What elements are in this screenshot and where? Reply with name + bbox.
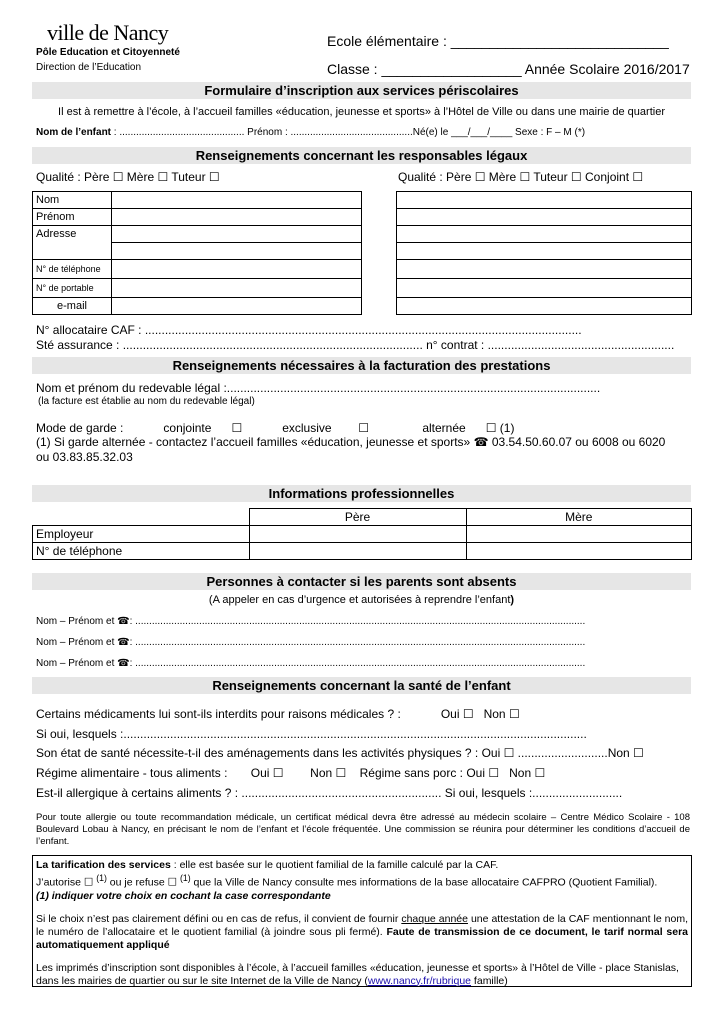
footnote-ref: (1) bbox=[179, 873, 191, 883]
pro-cell[interactable] bbox=[249, 543, 466, 560]
resp-label: Prénom bbox=[33, 209, 112, 226]
tarif-text: : elle est basée sur le quotient familial de la famille calculé par la CAF. bbox=[170, 859, 499, 871]
garde-options[interactable]: Mode de garde : conjointe ☐ exclusive ☐ alternée ☐ (1) bbox=[36, 421, 515, 435]
attestation-text-2: une attestation de la CAF mentionnant le nom, le numéro de l’allocataire et le quotient familial (à joindre sous pli fermé). bbox=[36, 912, 688, 938]
resp-cell[interactable] bbox=[112, 279, 362, 298]
resp-cell[interactable] bbox=[112, 209, 362, 226]
pole-label: Pôle Education et Citoyenneté bbox=[36, 47, 180, 58]
resp-label: Adresse bbox=[33, 226, 112, 243]
resp-label: N° de téléphone bbox=[33, 260, 112, 279]
attestation-warning: Faute de transmission de ce document, le tarif normal sera automatiquement appliqué bbox=[36, 925, 688, 951]
attestation-text: Si le choix n’est pas clairement défini ou en cas de refus, il convient de fournir bbox=[36, 912, 402, 925]
caf-field[interactable]: N° allocataire CAF : ................................................................................................................................... bbox=[36, 323, 582, 337]
pro-table bbox=[32, 508, 692, 560]
imprimes-text: Les imprimés d’inscription sont disponibles à l’école, à l’accueil familles «éducation, jeunesse et sports» à l’Hôtel de Ville - place Stanislas, dans les mairies de quartier ou sur le site Internet de la Ville de Nancy ( bbox=[36, 961, 679, 987]
contacts-note-close: ) bbox=[510, 594, 515, 606]
pro-cell[interactable] bbox=[249, 526, 466, 543]
resp-cell[interactable] bbox=[397, 192, 692, 209]
regime-question[interactable]: Régime alimentaire - tous aliments : Oui ☐ Non ☐ Régime sans porc : Oui ☐ Non ☐ bbox=[36, 766, 546, 780]
resp-cell[interactable] bbox=[112, 298, 362, 315]
tarif-line bbox=[36, 859, 688, 903]
contact-line[interactable]: Nom – Prénom et ☎: .................................................................................................................................................................. bbox=[36, 616, 586, 627]
redevable-field[interactable]: Nom et prénom du redevable légal :................................................................................................................ bbox=[36, 381, 601, 395]
logo: ville de Nancy bbox=[47, 20, 169, 45]
pro-header-mere: Mère bbox=[466, 509, 692, 526]
alternee-note: (1) Si garde alternée - contactez l’accueil familles «éducation, jeunesse et sports» ☎ 03.54.50.60.07 ou 6008 ou 6020 bbox=[36, 435, 666, 449]
tarif-title: La tarification des services bbox=[36, 859, 171, 871]
resp-cell[interactable] bbox=[112, 243, 362, 260]
contacts-note bbox=[32, 594, 691, 606]
cafpro-text: que la Ville de Nancy consulte mes informations de la base allocataire CAFPRO (Quotient Familial). bbox=[190, 876, 658, 889]
resp-cell[interactable] bbox=[112, 260, 362, 279]
pro-cell[interactable] bbox=[466, 543, 692, 560]
allergie-question[interactable]: Est-il allergique à certains aliments ? : ............................................................ Si oui, lesquels :........................... bbox=[36, 786, 623, 800]
resp-cell[interactable] bbox=[112, 226, 362, 243]
resp-cell[interactable] bbox=[112, 192, 362, 209]
contacts-note-text: (A appeler en cas d’urgence et autorisées à reprendre l’enfant bbox=[208, 594, 511, 606]
alternee-note-2: ou 03.83.85.32.03 bbox=[36, 450, 133, 464]
contact-line[interactable]: Nom – Prénom et ☎: .................................................................................................................................................................. bbox=[36, 637, 586, 648]
qualite-right[interactable]: Qualité : Père ☐ Mère ☐ Tuteur ☐ Conjoint ☐ bbox=[398, 170, 644, 184]
activites-question[interactable]: Son état de santé nécessite-t-il des aménagements dans les activités physiques ? : Oui ☐ ...........................Non ☐ bbox=[36, 746, 644, 760]
resp-cell[interactable] bbox=[397, 298, 692, 315]
attestation-underline: chaque année bbox=[401, 912, 468, 925]
pro-header-empty bbox=[33, 509, 250, 526]
resp-cell[interactable] bbox=[397, 243, 692, 260]
choice-note: (1) indiquer votre choix en cochant la case correspondante bbox=[36, 889, 331, 902]
resp-label: N° de portable bbox=[33, 279, 112, 298]
pro-row-label: N° de téléphone bbox=[33, 543, 250, 560]
enfant-label: Nom de l’enfant bbox=[36, 127, 112, 138]
imprimes-para bbox=[36, 962, 688, 988]
section-responsables: Renseignements concernant les responsables légaux bbox=[32, 147, 691, 164]
pro-header-pere: Père bbox=[249, 509, 466, 526]
assurance-field[interactable]: Sté assurance : .......................................................................................... n° contrat : ........................................................ bbox=[36, 338, 675, 352]
resp-cell[interactable] bbox=[397, 209, 692, 226]
resp-label: Nom bbox=[33, 192, 112, 209]
redevable-note: (la facture est établie au nom du redevable légal) bbox=[38, 396, 255, 407]
direction-label: Direction de l’Education bbox=[36, 62, 142, 73]
intro-text: Il est à remettre à l’école, à l’accueil familles «éducation, jeunesse et sports» à l’Hôtel de Ville ou dans une mairie de quartier bbox=[58, 106, 665, 118]
medicaments-question[interactable]: Certains médicaments lui sont-ils interdits pour raisons médicales ? : Oui ☐ Non ☐ bbox=[36, 707, 520, 721]
form-title: Formulaire d’inscription aux services périscolaires bbox=[32, 82, 691, 99]
enfant-line[interactable] bbox=[36, 127, 585, 138]
resp-label bbox=[33, 243, 112, 260]
resp-table-right bbox=[396, 191, 692, 315]
footnote-ref: (1) bbox=[96, 873, 107, 883]
qualite-left[interactable]: Qualité : Père ☐ Mère ☐ Tuteur ☐ bbox=[36, 170, 220, 184]
resp-table-left bbox=[32, 191, 362, 315]
section-facturation: Renseignements nécessaires à la facturation des prestations bbox=[32, 357, 691, 374]
resp-cell[interactable] bbox=[397, 260, 692, 279]
section-sante: Renseignements concernant la santé de l’enfant bbox=[32, 677, 691, 694]
imprimes-text-end: famille) bbox=[471, 974, 508, 987]
section-pro: Informations professionnelles bbox=[32, 485, 691, 502]
contact-line[interactable]: Nom – Prénom et ☎: .................................................................................................................................................................. bbox=[36, 658, 586, 669]
resp-label: e-mail bbox=[33, 298, 112, 315]
pro-cell[interactable] bbox=[466, 526, 692, 543]
medical-note: Pour toute allergie ou toute recommandation médicale, un certificat médical devra être adressé au médecin scolaire – Centre Médico Scolaire - 108 Boulevard Lobau à Nancy, en précisant le nom de l’enfant et l’école fréquentée. Une commission se réunira pour déterminer les conditions d’accueil de l’enfant. bbox=[36, 812, 690, 847]
resp-cell[interactable] bbox=[397, 226, 692, 243]
resp-cell[interactable] bbox=[397, 279, 692, 298]
enfant-fields[interactable]: : ............................................. Prénom : ............................................Né(e) le ___/___/____ Sexe : F – M (*) bbox=[111, 127, 586, 138]
tarification-box bbox=[32, 855, 692, 987]
medicaments-lesquels[interactable]: Si oui, lesquels :........................................................................................................................................... bbox=[36, 727, 587, 741]
attestation-para bbox=[36, 913, 688, 952]
autorise-option[interactable]: J’autorise ☐ bbox=[36, 876, 97, 889]
section-contacts: Personnes à contacter si les parents sont absents bbox=[32, 573, 691, 590]
ecole-field[interactable]: Ecole élémentaire : ____________________________ bbox=[327, 33, 669, 49]
refuse-option[interactable]: ou je refuse ☐ bbox=[106, 876, 180, 889]
classe-field[interactable]: Classe : __________________ Année Scolaire 2016/2017 bbox=[327, 61, 690, 77]
pro-row-label: Employeur bbox=[33, 526, 250, 543]
nancy-website-link[interactable]: www.nancy.fr/rubrique bbox=[367, 974, 472, 987]
